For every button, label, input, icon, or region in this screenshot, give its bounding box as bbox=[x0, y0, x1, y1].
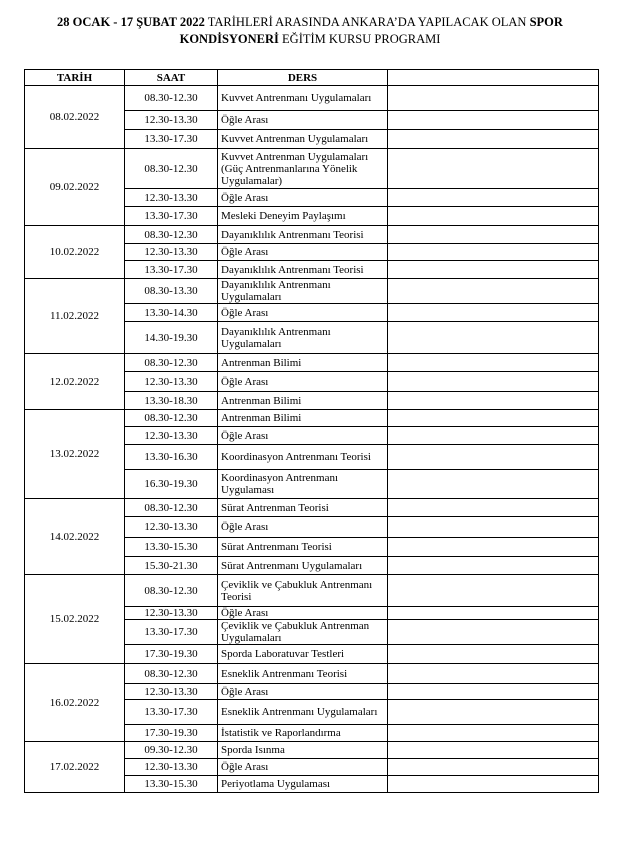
empty-cell bbox=[388, 130, 599, 149]
time-cell: 12.30-13.30 bbox=[125, 517, 218, 538]
time-cell: 12.30-13.30 bbox=[125, 372, 218, 392]
table-row bbox=[25, 86, 599, 111]
time-cell: 14.30-19.30 bbox=[125, 322, 218, 354]
ders-cell: Öğle Arası bbox=[218, 517, 388, 538]
ders-cell: Sürat Antrenmanı Teorisi bbox=[218, 538, 388, 557]
time-cell: 13.30-14.30 bbox=[125, 304, 218, 322]
empty-cell bbox=[388, 261, 599, 279]
time-cell: 17.30-19.30 bbox=[125, 645, 218, 664]
empty-cell bbox=[388, 759, 599, 776]
date-cell: 17.02.2022 bbox=[25, 742, 125, 793]
empty-cell bbox=[388, 410, 599, 427]
ders-cell: Dayanıklılık Antrenmanı Teorisi bbox=[218, 226, 388, 244]
ders-cell: Kuvvet Antrenmanı Uygulamaları bbox=[218, 86, 388, 111]
ders-cell: Öğle Arası bbox=[218, 607, 388, 620]
empty-cell bbox=[388, 322, 599, 354]
table-row bbox=[25, 499, 599, 517]
ders-cell: Sporda Isınma bbox=[218, 742, 388, 759]
time-cell: 13.30-17.30 bbox=[125, 207, 218, 226]
time-cell: 13.30-15.30 bbox=[125, 776, 218, 793]
ders-cell: Kuvvet Antrenman Uygulamaları (Güç Antrenmanlarına Yönelik Uygulamalar) bbox=[218, 149, 388, 189]
date-cell: 12.02.2022 bbox=[25, 354, 125, 410]
table-row bbox=[25, 575, 599, 607]
ders-cell: Öğle Arası bbox=[218, 304, 388, 322]
ders-cell: Sürat Antrenman Teorisi bbox=[218, 499, 388, 517]
empty-cell bbox=[388, 499, 599, 517]
header-tarih: TARİH bbox=[25, 70, 125, 86]
empty-cell bbox=[388, 700, 599, 725]
title-course-name: SPOR KONDİSYONERİ bbox=[179, 15, 563, 46]
time-cell: 12.30-13.30 bbox=[125, 189, 218, 207]
ders-cell: Sürat Antrenmanı Uygulamaları bbox=[218, 557, 388, 575]
empty-cell bbox=[388, 725, 599, 742]
table-row bbox=[25, 742, 599, 759]
empty-cell bbox=[388, 517, 599, 538]
empty-cell bbox=[388, 742, 599, 759]
ders-cell: Öğle Arası bbox=[218, 111, 388, 130]
date-cell: 13.02.2022 bbox=[25, 410, 125, 499]
empty-cell bbox=[388, 620, 599, 645]
header-row bbox=[25, 70, 599, 86]
header-extra bbox=[388, 70, 599, 86]
time-cell: 13.30-17.30 bbox=[125, 130, 218, 149]
time-cell: 08.30-12.30 bbox=[125, 149, 218, 189]
time-cell: 12.30-13.30 bbox=[125, 244, 218, 261]
time-cell: 08.30-12.30 bbox=[125, 664, 218, 684]
ders-cell: Öğle Arası bbox=[218, 189, 388, 207]
time-cell: 16.30-19.30 bbox=[125, 470, 218, 499]
ders-cell: Öğle Arası bbox=[218, 427, 388, 445]
page-title bbox=[10, 14, 610, 48]
ders-cell: Esneklik Antrenmanı Uygulamaları bbox=[218, 700, 388, 725]
empty-cell bbox=[388, 207, 599, 226]
ders-cell: Mesleki Deneyim Paylaşımı bbox=[218, 207, 388, 226]
empty-cell bbox=[388, 445, 599, 470]
ders-cell: Dayanıklılık Antrenmanı Uygulamaları bbox=[218, 279, 388, 304]
empty-cell bbox=[388, 111, 599, 130]
time-cell: 12.30-13.30 bbox=[125, 111, 218, 130]
time-cell: 17.30-19.30 bbox=[125, 725, 218, 742]
header-ders: DERS bbox=[218, 70, 388, 86]
time-cell: 13.30-18.30 bbox=[125, 392, 218, 410]
time-cell: 12.30-13.30 bbox=[125, 607, 218, 620]
time-cell: 12.30-13.30 bbox=[125, 684, 218, 700]
ders-cell: Antrenman Bilimi bbox=[218, 410, 388, 427]
time-cell: 12.30-13.30 bbox=[125, 427, 218, 445]
time-cell: 13.30-15.30 bbox=[125, 538, 218, 557]
empty-cell bbox=[388, 557, 599, 575]
table-row bbox=[25, 279, 599, 304]
title-middle: TARİHLERİ ARASINDA ANKARA’DA YAPILACAK OLAN bbox=[204, 15, 530, 29]
schedule-table bbox=[24, 69, 599, 793]
ders-cell: Koordinasyon Antrenmanı Teorisi bbox=[218, 445, 388, 470]
ders-cell: Öğle Arası bbox=[218, 759, 388, 776]
ders-cell: Öğle Arası bbox=[218, 372, 388, 392]
time-cell: 08.30-12.30 bbox=[125, 410, 218, 427]
title-dates: 28 OCAK - 17 ŞUBAT 2022 bbox=[57, 15, 205, 29]
ders-cell: Kuvvet Antrenman Uygulamaları bbox=[218, 130, 388, 149]
time-cell: 13.30-17.30 bbox=[125, 620, 218, 645]
empty-cell bbox=[388, 645, 599, 664]
date-cell: 09.02.2022 bbox=[25, 149, 125, 226]
empty-cell bbox=[388, 279, 599, 304]
time-cell: 08.30-12.30 bbox=[125, 575, 218, 607]
time-cell: 13.30-16.30 bbox=[125, 445, 218, 470]
empty-cell bbox=[388, 392, 599, 410]
empty-cell bbox=[388, 538, 599, 557]
time-cell: 13.30-17.30 bbox=[125, 700, 218, 725]
time-cell: 08.30-12.30 bbox=[125, 226, 218, 244]
ders-cell: İstatistik ve Raporlandırma bbox=[218, 725, 388, 742]
time-cell: 08.30-12.30 bbox=[125, 86, 218, 111]
ders-cell: Periyotlama Uygulaması bbox=[218, 776, 388, 793]
time-cell: 13.30-17.30 bbox=[125, 261, 218, 279]
table-row bbox=[25, 410, 599, 427]
empty-cell bbox=[388, 304, 599, 322]
empty-cell bbox=[388, 354, 599, 372]
empty-cell bbox=[388, 575, 599, 607]
empty-cell bbox=[388, 427, 599, 445]
date-cell: 10.02.2022 bbox=[25, 226, 125, 279]
time-cell: 12.30-13.30 bbox=[125, 759, 218, 776]
time-cell: 08.30-12.30 bbox=[125, 354, 218, 372]
empty-cell bbox=[388, 226, 599, 244]
time-cell: 09.30-12.30 bbox=[125, 742, 218, 759]
date-cell: 14.02.2022 bbox=[25, 499, 125, 575]
ders-cell: Esneklik Antrenmanı Teorisi bbox=[218, 664, 388, 684]
empty-cell bbox=[388, 684, 599, 700]
date-cell: 15.02.2022 bbox=[25, 575, 125, 664]
empty-cell bbox=[388, 470, 599, 499]
ders-cell: Öğle Arası bbox=[218, 684, 388, 700]
empty-cell bbox=[388, 189, 599, 207]
ders-cell: Dayanıklılık Antrenmanı Uygulamaları bbox=[218, 322, 388, 354]
empty-cell bbox=[388, 86, 599, 111]
header-saat: SAAT bbox=[125, 70, 218, 86]
date-cell: 16.02.2022 bbox=[25, 664, 125, 742]
ders-cell: Çeviklik ve Çabukluk Antrenman Uygulamaları bbox=[218, 620, 388, 645]
table-row bbox=[25, 664, 599, 684]
empty-cell bbox=[388, 607, 599, 620]
time-cell: 08.30-13.30 bbox=[125, 279, 218, 304]
time-cell: 08.30-12.30 bbox=[125, 499, 218, 517]
ders-cell: Çeviklik ve Çabukluk Antrenmanı Teorisi bbox=[218, 575, 388, 607]
empty-cell bbox=[388, 776, 599, 793]
time-cell: 15.30-21.30 bbox=[125, 557, 218, 575]
table-row bbox=[25, 149, 599, 189]
title-end: EĞİTİM KURSU PROGRAMI bbox=[278, 32, 441, 46]
date-cell: 08.02.2022 bbox=[25, 86, 125, 149]
empty-cell bbox=[388, 149, 599, 189]
ders-cell: Öğle Arası bbox=[218, 244, 388, 261]
empty-cell bbox=[388, 244, 599, 261]
ders-cell: Antrenman Bilimi bbox=[218, 354, 388, 372]
table-row bbox=[25, 354, 599, 372]
schedule-body bbox=[25, 86, 599, 793]
ders-cell: Sporda Laboratuvar Testleri bbox=[218, 645, 388, 664]
ders-cell: Koordinasyon Antrenmanı Uygulaması bbox=[218, 470, 388, 499]
empty-cell bbox=[388, 372, 599, 392]
ders-cell: Antrenman Bilimi bbox=[218, 392, 388, 410]
date-cell: 11.02.2022 bbox=[25, 279, 125, 354]
empty-cell bbox=[388, 664, 599, 684]
table-row bbox=[25, 226, 599, 244]
ders-cell: Dayanıklılık Antrenmanı Teorisi bbox=[218, 261, 388, 279]
